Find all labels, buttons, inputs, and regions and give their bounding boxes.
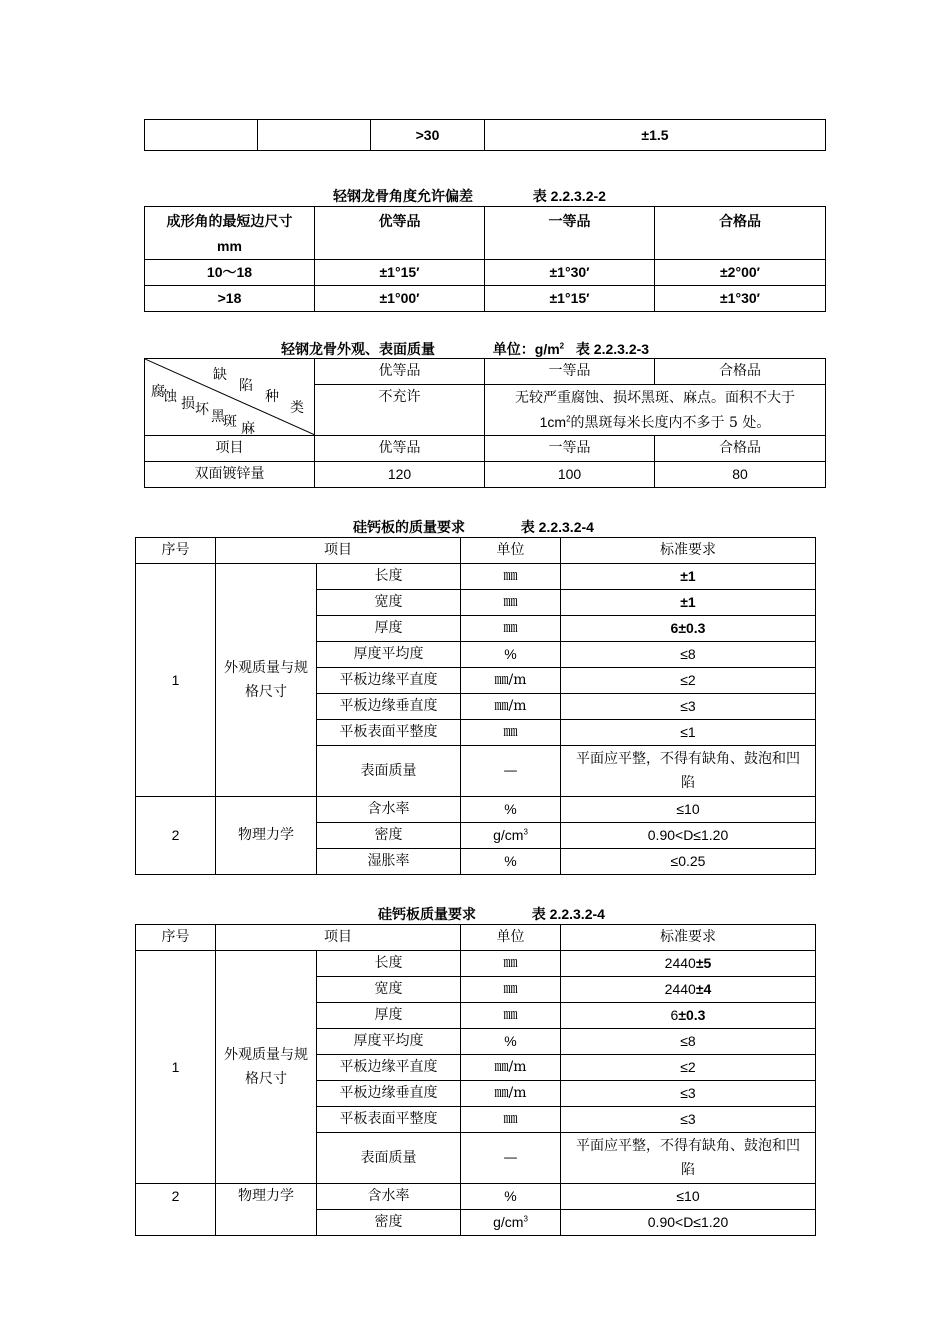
table-calcium-silicate-board [135,537,816,875]
cell: >30 [371,120,485,151]
cell: % [461,849,561,875]
table-row [145,462,826,488]
diag-label: 蚀 [163,389,177,405]
group-name: 物理力学 [216,797,317,875]
group-no: 2 [136,797,216,875]
header-cell: 优等品 [315,207,485,260]
table-header-row [136,925,816,951]
table4-code: 表 2.2.3.2-4 [531,906,605,922]
cell: ±2°00′ [655,260,826,286]
table2-caption [281,339,649,359]
cell: 表面质量 [317,1133,461,1184]
cell: 项目 [145,436,315,462]
cell: 湿胀率 [317,849,461,875]
cell: ㎜ [461,951,561,977]
header-cell: 序号 [136,538,216,564]
cell: 厚度 [317,616,461,642]
cell: >18 [145,286,315,312]
table-angle-deviation [144,206,826,312]
diag-label: 类 [290,400,304,416]
table-header-row [145,359,826,385]
cell: ≤2 [561,1055,816,1081]
cell: % [461,1029,561,1055]
cell: % [461,1184,561,1210]
table-row [136,951,816,977]
header-cell [145,207,315,260]
group-name: 物理力学 [216,1184,317,1236]
cell [145,120,258,151]
cell: 长度 [317,951,461,977]
cell: ㎜ [461,564,561,590]
cell: ≤10 [561,1184,816,1210]
cell: 双面镀锌量 [145,462,315,488]
cell: 平面应平整，不得有缺角、鼓泡和凹陷 [561,746,816,797]
header-cell: 优等品 [315,359,485,385]
diagonal-header-cell [145,359,315,436]
table2-code: 表 2.2.3.2-3 [575,341,650,357]
cell: 0.90<D≤1.20 [561,1210,816,1236]
table-row [136,1184,816,1210]
cell: ≤3 [561,1107,816,1133]
group-no: 2 [136,1184,216,1236]
cell: ㎜ [461,1003,561,1029]
cell: 平板边缘垂直度 [317,694,461,720]
table-header-row [136,538,816,564]
table2-title: 轻钢龙骨外观、表面质量 [281,341,435,357]
table-header-row [145,207,826,260]
cell: ㎜/m [461,668,561,694]
diag-label: 麻 [241,421,255,436]
table1-caption [333,186,606,206]
cell: 厚度平均度 [317,642,461,668]
cell: ≤10 [561,797,816,823]
cell: ㎜/m [461,1081,561,1107]
header-cell: 项目 [216,925,461,951]
cell: ±1°30′ [655,286,826,312]
cell: ㎜ [461,1107,561,1133]
cell: ≤0.25 [561,849,816,875]
cell: ≤2 [561,668,816,694]
table-row [145,260,826,286]
cell: — [461,1133,561,1184]
diag-label: 损 [181,396,195,412]
diag-label: 坏 [195,402,209,418]
cell: 宽度 [317,977,461,1003]
cell: ㎜ [461,590,561,616]
cell: ㎜ [461,616,561,642]
header-unit: mm [217,238,242,254]
cell: 6±0.3 [561,616,816,642]
merged-cell: 无较严重腐蚀、损坏黑斑、麻点。面积不大于 $1cm^2$的黑斑每米长度内不多于 5 处。 [485,385,826,436]
cell: ±1 [561,564,816,590]
cell: ±1°30′ [485,260,655,286]
header-cell: 一等品 [485,359,655,385]
cell: 10～18 [145,260,315,286]
cell: ㎜ [461,720,561,746]
cell: 厚度 [317,1003,461,1029]
group-no: 1 [136,951,216,1184]
diag-label: 缺 [213,367,227,383]
header-cell: 单位 [461,538,561,564]
cell: $g/cm^3$ [461,823,561,849]
cell: 宽度 [317,590,461,616]
cell: ±1°15′ [485,286,655,312]
cell: ±1°15′ [315,260,485,286]
cell: ≤8 [561,642,816,668]
header-cell: 合格品 [655,359,826,385]
table-calcium-silicate-board-2 [135,924,816,1236]
cell: 平板表面平整度 [317,1107,461,1133]
header-cell: 一等品 [485,207,655,260]
cell: 平板边缘平直度 [317,1055,461,1081]
cell: 120 [315,462,485,488]
table-row [145,286,826,312]
cell: 平板边缘平直度 [317,668,461,694]
cell: 合格品 [655,436,826,462]
diag-label: 种 [265,389,279,405]
header-cell: 标准要求 [561,925,816,951]
diag-label: 黑 [211,409,225,425]
cell: 80 [655,462,826,488]
diag-label: 腐 [151,384,165,400]
cell: 100 [485,462,655,488]
diag-label: 陷 [239,378,253,394]
cell: ㎜/m [461,1055,561,1081]
table1-title: 轻钢龙骨角度允许偏差 [333,188,473,204]
cell: 优等品 [315,436,485,462]
cell: 不充许 [315,385,485,436]
table3-code: 表 2.2.3.2-4 [520,519,594,535]
table-surface-quality [144,358,826,488]
cell: — [461,746,561,797]
table-row [145,120,826,151]
header-label: 成形角的最短边尺寸 [166,213,293,229]
cell: % [461,797,561,823]
cell: 含水率 [317,1184,461,1210]
table-row [145,436,826,462]
cell [258,120,371,151]
cell: 含水率 [317,797,461,823]
header-cell: 标准要求 [561,538,816,564]
cell: ≤3 [561,1081,816,1107]
cell: % [461,642,561,668]
cell: 表面质量 [317,746,461,797]
cell: 平面应平整，不得有缺角、鼓泡和凹陷 [561,1133,816,1184]
cell: ㎜ [461,977,561,1003]
cell: 平板边缘垂直度 [317,1081,461,1107]
group-no: 1 [136,564,216,797]
header-cell: 合格品 [655,207,826,260]
table-continuation [144,119,826,151]
cell: 平板表面平整度 [317,720,461,746]
table2-unit: 单位：$g/m^2$ [492,341,565,357]
cell: ≤8 [561,1029,816,1055]
cell: 2440±5 [561,951,816,977]
cell: 长度 [317,564,461,590]
cell: 6±0.3 [561,1003,816,1029]
cell: 2440±4 [561,977,816,1003]
cell: ±1.5 [485,120,826,151]
table3-title: 硅钙板的质量要求 [353,519,465,535]
cell: 厚度平均度 [317,1029,461,1055]
cell: ±1°00′ [315,286,485,312]
table4-caption [378,904,605,924]
cell: ±1 [561,590,816,616]
header-cell: 项目 [216,538,461,564]
cell: 密度 [317,1210,461,1236]
table1-code: 表 2.2.3.2-2 [532,188,606,204]
header-cell: 单位 [461,925,561,951]
cell: ≤3 [561,694,816,720]
table4-title: 硅钙板质量要求 [378,906,476,922]
header-cell: 序号 [136,925,216,951]
group-name: 外观质量与规格尺寸 [216,564,317,797]
diag-label: 斑 [223,414,237,430]
cell: 一等品 [485,436,655,462]
table3-caption [353,517,594,537]
table-row [136,564,816,590]
cell: 密度 [317,823,461,849]
cell: ㎜/m [461,694,561,720]
cell: 0.90<D≤1.20 [561,823,816,849]
cell: $g/cm^3$ [461,1210,561,1236]
table-row [136,797,816,823]
group-name: 外观质量与规格尺寸 [216,951,317,1184]
cell: ≤1 [561,720,816,746]
